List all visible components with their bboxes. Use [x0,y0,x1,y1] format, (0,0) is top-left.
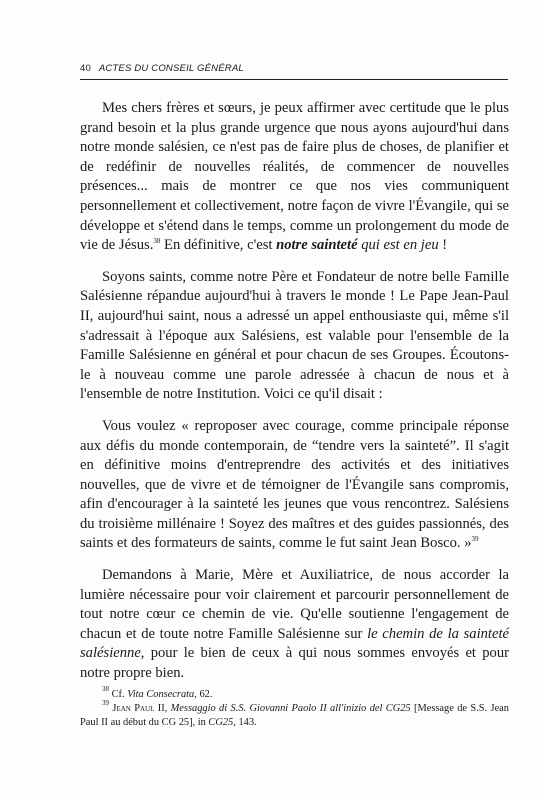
footnote-italic: CG25 [208,717,234,728]
body-text [80,99,509,696]
footnote-italic: Vita Consecrata [127,689,195,700]
emphasis-bold: notre sainteté [276,237,358,254]
footnote-39 [80,699,509,730]
footnote-text: [Message de S.S. Jean Paul II au début du CG 25], in [80,703,509,728]
paragraph-2 [80,268,509,405]
footnote-text: , [164,703,171,714]
footnote-italic: Messaggio di S.S. Giovanni Paolo II all'inizio del CG25 [170,703,411,714]
footnote-author: Jean Paul II [109,703,165,714]
paragraph-text: Demandons à Marie, Mère et Auxiliatrice, de nous accorder la lumière nécessaire pour voir clairement et parcourir personnellement de tout notre cœur ce chemin de vie. Qu'elle soutienne l'engagement de chacun et de toute notre Famille Salésienne sur [80,567,509,642]
paragraph-text: Mes chers frères et sœurs, je peux affirmer avec certitude que le plus grand besoin et la plus grande urgence que nous ayons aujourd'hui dans notre monde salésien, ce n'est pas de faire plus de choses, de planifier et de redéfinir de nouvelles réalités, de commencer de nouvelles présences... mais de montrer ce que nos vies communiquent personnellement et collectivement, notre façon de vivre l'Évangile, qui se développe et s'étend dans le temps, comme un prolongement du mode de vie de Jésus. [80,100,509,254]
footnotes [80,685,509,730]
footnote-text: , 62. [194,689,213,700]
footnote-ref-38[interactable]: 38 [153,237,161,246]
emphasis-italic: le chemin de la sainteté salésienne [80,625,509,662]
footnote-ref-39[interactable]: 39 [471,535,479,544]
footnote-number: 39 [102,699,109,707]
footnote-38 [80,685,509,702]
paragraph-text: Soyons saints, comme notre Père et Fondateur de notre belle Famille Salésienne répandue aujourd'hui à travers le monde ! Le Pape Jean-Paul II, aujourd'hui saint, nous a adressé un appel enthousiaste qui, même s'il s'adressait à l'époque aux Salésiens, est valable pour l'ensemble de la Famille Salésienne en général et pour chacun de ses Groupes. Écoutons-le à nouveau comme une parole adressée à chacun de nous et à l'ensemble de notre Institution. Voici ce qu'il disait : [80,268,509,403]
emphasis-italic: qui est en jeu [357,237,439,254]
running-header [80,63,508,80]
footnote-text: , 143. [233,717,257,728]
paragraph-4 [80,566,509,684]
footnote-text: Cf. [109,689,128,700]
running-title: ACTES DU CONSEIL GÉNÉRAL [98,63,244,74]
paragraph-text: En définitive, c'est [160,237,277,254]
paragraph-1 [80,99,509,256]
footnote-number: 38 [102,685,109,693]
paragraph-text: Vous voulez « reproposer avec courage, comme principale réponse aux défis du monde contemporain, de “tendre vers la sainteté”. Il s'agit en définitive moins d'entreprendre des activités et des initiatives nouvelles, que de vivre et de témoigner de l'Évangile sans compromis, afin d'encourager à la sainteté les jeunes que vous rencontrez. Salésiens du troisième millénaire ! Soyez des maîtres et des guides passionnés, des saints et des formateurs de saints, comme le fut saint Jean Bosco. » [80,417,509,552]
paragraph-text: , pour le bien de ceux à qui nous sommes envoyés et pour notre propre bien. [80,645,509,682]
page-number: 40 [80,63,91,74]
paragraph-3-quote [80,417,509,554]
paragraph-text: ! [438,237,448,254]
